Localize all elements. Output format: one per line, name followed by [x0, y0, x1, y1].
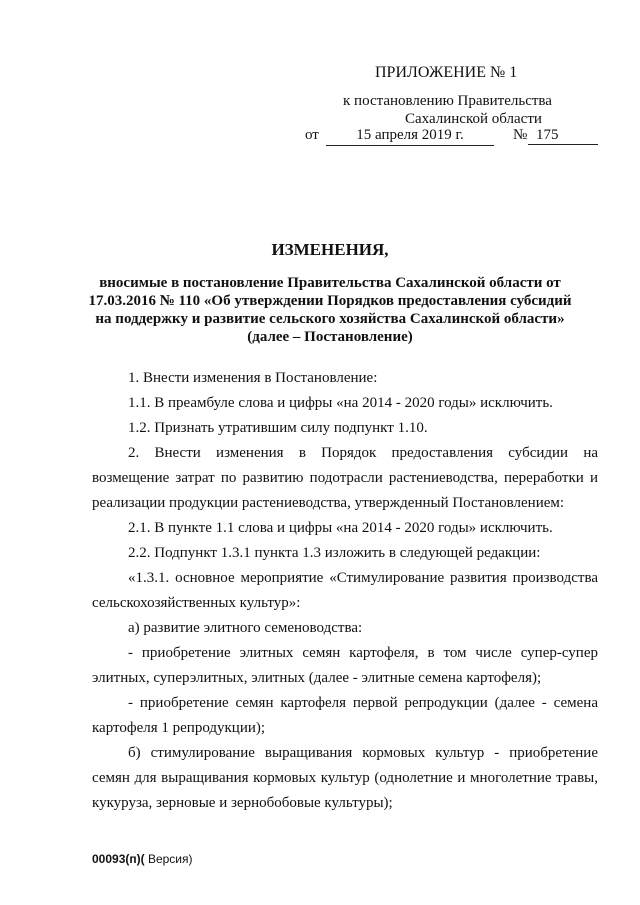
footer-code: 00093(п)(: [92, 852, 145, 866]
document-footer: [92, 852, 193, 866]
footer-version: Версия): [144, 852, 193, 866]
resolution-date: 15 апреля 2019 г.: [326, 127, 494, 146]
paragraph: а) развитие элитного семеноводства:: [128, 620, 363, 636]
appendix-label: ПРИЛОЖЕНИЕ № 1: [375, 64, 518, 81]
number-label: №: [513, 127, 528, 143]
paragraph: 2.2. Подпункт 1.3.1 пункта 1.3 изложить в следующей редакции:: [128, 545, 541, 561]
paragraph: 1. Внести изменения в Постановление:: [128, 370, 378, 386]
paragraph: - приобретение семян картофеля первой репродукции (далее - семена картофеля 1 репродукции);: [92, 695, 598, 736]
from-label: от: [305, 127, 319, 143]
resolution-number: 175: [528, 127, 598, 145]
paragraph: «1.3.1. основное мероприятие «Стимулирование развития производства сельскохозяйственных культур»:: [92, 570, 598, 611]
region-name: Сахалинской области: [405, 111, 542, 127]
resolution-reference: к постановлению Правительства: [343, 93, 552, 109]
document-title: [80, 240, 580, 346]
paragraph: 1.1. В преамбуле слова и цифры «на 2014 - 2020 годы» исключить.: [128, 395, 553, 411]
paragraph: б) стимулирование выращивания кормовых культур - приобретение семян для выращивания кормовых культур (однолетние и многолетние травы, кукуруза, зерновые и зернобобовые культуры);: [92, 745, 598, 811]
document-body: [92, 366, 598, 816]
paragraph: 2. Внести изменения в Порядок предоставления субсидии на возмещение затрат по развитию подотрасли растениеводства, переработки и реализации продукции растениеводства, утвержденный Постановлением:: [92, 445, 598, 511]
paragraph: 2.1. В пункте 1.1 слова и цифры «на 2014 - 2020 годы» исключить.: [128, 520, 553, 536]
title-heading: ИЗМЕНЕНИЯ,: [271, 240, 389, 259]
title-subtitle: вносимые в постановление Правительства Сахалинской области от 17.03.2016 № 110 «Об утверждении Порядков предоставления субсидий на поддержку и развитие сельского хозяйства Сахалинской области» (далее – Постановление): [88, 275, 572, 345]
date-number-row: [300, 127, 600, 147]
paragraph: - приобретение элитных семян картофеля, в том числе супер-супер элитных, суперэлитных, элитных (далее - элитные семена картофеля);: [92, 645, 598, 686]
paragraph: 1.2. Признать утратившим силу подпункт 1.10.: [128, 420, 428, 436]
